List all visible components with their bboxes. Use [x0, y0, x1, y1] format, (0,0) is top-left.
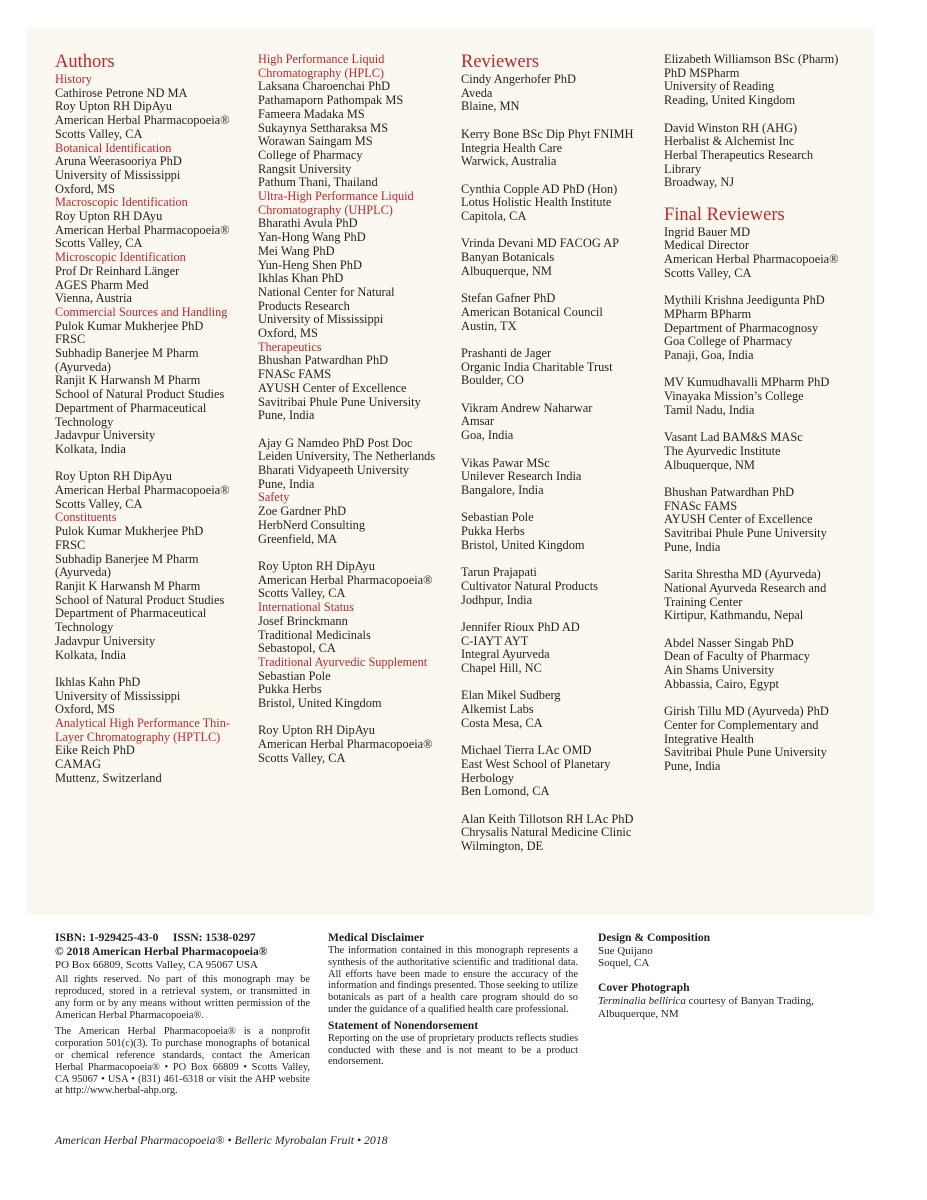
credit-entry — [258, 354, 453, 423]
credit-line: Elizabeth Williamson BSc (Pharm) — [664, 52, 839, 66]
credit-line: FRSC — [55, 332, 86, 347]
reviewer-entry — [461, 813, 656, 854]
final-reviewer-entry — [664, 376, 864, 417]
reviewer-entry — [461, 621, 656, 676]
credit-line: Oxford, MS — [258, 326, 318, 341]
credit-line: Herbalist & Alchemist Inc — [664, 134, 795, 149]
credit-line: National Center for Natural — [258, 284, 395, 299]
section-heading: Traditional Ayurvedic Supplement — [258, 654, 428, 669]
credit-line: Kirtipur, Kathmandu, Nepal — [664, 608, 804, 623]
credit-line: (Ayurveda) — [55, 359, 111, 374]
credit-line: University of Reading — [664, 79, 775, 94]
credit-line: Pathamaporn Pathompak MS — [258, 93, 404, 108]
credit-line: MPharm BPharm — [664, 306, 752, 321]
credit-line: Scotts Valley, CA — [55, 236, 143, 251]
species-name: Terminalia bellirica — [598, 995, 686, 1008]
credit-line: Yan-Hong Wang PhD — [258, 230, 366, 245]
credit-entry — [258, 505, 453, 546]
credit-line: Subhadip Banerjee M Pharm — [55, 346, 199, 361]
credit-line: Rangsit University — [258, 161, 352, 176]
credit-line: Elan Mikel Sudberg — [461, 688, 561, 703]
cover-photo-title: Cover Photograph — [598, 981, 690, 995]
credit-line: Ain Shams University — [664, 663, 775, 678]
reviewer-entry — [664, 122, 864, 191]
credit-line: Cultivator Natural Products — [461, 578, 598, 593]
credit-line: University of Mississippi — [55, 167, 181, 182]
design-line-2: Soquel, CA — [598, 957, 650, 970]
credit-line: Technology — [55, 620, 114, 635]
credit-entry — [258, 560, 453, 601]
credit-line: Mei Wang PhD — [258, 243, 335, 258]
reviewer-entry — [664, 53, 864, 108]
credit-line: Department of Pharmaceutical — [55, 400, 207, 415]
credit-line: The Ayurvedic Institute — [664, 443, 781, 458]
final-reviewer-entry — [664, 431, 864, 472]
credit-line: Tamil Nadu, India — [664, 402, 755, 417]
credit-line: Roy Upton RH DipAyu — [258, 723, 375, 738]
credit-line: FRSC — [55, 537, 86, 552]
section-heading: Constituents — [55, 510, 117, 525]
credit-line: Kolkata, India — [55, 441, 126, 456]
credit-line: Eike Reich PhD — [55, 743, 135, 758]
credit-line: Ikhlas Khan PhD — [258, 271, 344, 286]
reviewer-entry — [461, 457, 656, 498]
credit-line: National Ayurveda Research and — [664, 580, 827, 595]
credit-line: Cathirose Petrone ND MA — [55, 85, 188, 100]
credit-line: Stefan Gafner PhD — [461, 291, 556, 306]
credit-line: Pulok Kumar Mukherjee PhD — [55, 524, 204, 539]
credit-line: Bharati Vidyapeeth University — [258, 463, 410, 478]
credit-line: Aruna Weerasooriya PhD — [55, 154, 182, 169]
credit-line: Boulder, CO — [461, 373, 524, 388]
credit-line: Alkemist Labs — [461, 702, 534, 717]
credit-entry — [55, 470, 245, 511]
final-reviewer-entry — [664, 486, 864, 555]
credit-line: Lotus Holistic Health Institute — [461, 195, 612, 210]
credit-line: Austin, TX — [461, 318, 517, 333]
reviewer-entry — [461, 292, 656, 333]
section-heading: Botanical Identification — [55, 140, 172, 155]
credit-line: Tarun Prajapati — [461, 565, 537, 580]
credit-line: Roy Upton RH DipAyu — [258, 558, 375, 573]
credit-line: Ajay G Namdeo PhD Post Doc — [258, 435, 413, 450]
credit-line: Warwick, Australia — [461, 154, 557, 169]
footer-publisher-info — [55, 931, 310, 1097]
design-title: Design & Composition — [598, 931, 711, 944]
credit-line: Pulok Kumar Mukherjee PhD — [55, 318, 204, 333]
credit-line: University of Mississippi — [55, 688, 181, 703]
credit-line: Scotts Valley, CA — [258, 750, 346, 765]
credit-line: Subhadip Banerjee M Pharm — [55, 551, 199, 566]
credit-line: Muttenz, Switzerland — [55, 770, 162, 785]
credit-line: American Botanical Council — [461, 304, 603, 319]
credit-line: AYUSH Center of Excellence — [258, 380, 407, 395]
section-heading: Ultra-High Performance Liquid Chromatography (UHPLC) — [258, 189, 414, 217]
credit-line: Kolkata, India — [55, 647, 126, 662]
credit-line: Savitribai Phule Pune University — [258, 394, 421, 409]
credit-line: AGES Pharm Med — [55, 277, 149, 292]
credit-line: Integral Ayurveda — [461, 647, 550, 662]
final-reviewer-entry — [664, 226, 864, 281]
credit-line: Panaji, Goa, India — [664, 348, 754, 363]
credit-line: Vikas Pawar MSc — [461, 455, 550, 470]
credit-line: Bristol, United Kingdom — [258, 696, 382, 711]
photo-courtesy: courtesy of Banyan Trading, — [685, 995, 814, 1008]
credit-entry — [258, 80, 453, 190]
nonprofit-notice: The American Herbal Pharmacopoeia® is a nonprofit corporation 501(c)(3). To purchase monographs of botanical or chemical reference standards, contact the American Herbal Pharmacopoeia® • PO Box 66809 • Scotts Valley, CA 95067 • USA • (831) 461-6318 or visit the AHP website at http://www.herbal-ahp.org. — [55, 1026, 310, 1097]
credit-line: Oxford, MS — [55, 702, 115, 717]
credit-line: Fameera Madaka MS — [258, 106, 365, 121]
reviewers-heading: Reviewers — [461, 52, 540, 72]
credit-line: Unilever Research India — [461, 469, 582, 484]
credit-line: MV Kumudhavalli MPharm PhD — [664, 375, 830, 390]
credit-line: School of Natural Product Studies — [55, 387, 225, 402]
credit-line: Ben Lomond, CA — [461, 784, 550, 799]
isbn: ISBN: 1-929425-43-0 — [55, 931, 159, 944]
credit-line: Reading, United Kingdom — [664, 93, 796, 108]
credit-entry — [258, 670, 453, 711]
medical-disclaimer-title: Medical Disclaimer — [328, 931, 425, 944]
credit-entry — [55, 265, 245, 306]
credit-line: Pune, India — [664, 759, 721, 774]
credit-line: FNASc FAMS — [258, 367, 332, 382]
final-reviewer-entry — [664, 568, 864, 623]
credit-line: Vikram Andrew Naharwar — [461, 400, 593, 415]
credit-line: Dean of Faculty of Pharmacy — [664, 649, 810, 664]
credit-line: (Ayurveda) — [55, 565, 111, 580]
final-reviewer-entry — [664, 637, 864, 692]
credit-line: Jadavpur University — [55, 633, 156, 648]
credit-line: Blaine, MN — [461, 99, 520, 114]
credit-line: Roy Upton RH DipAyu — [55, 99, 172, 114]
credit-line: Chapel Hill, NC — [461, 661, 542, 676]
section-heading: Macroscopic Identification — [55, 195, 188, 210]
credit-line: C-IAYT AYT — [461, 633, 529, 648]
credit-line: Organic India Charitable Trust — [461, 359, 613, 374]
credit-line: Savitribai Phule Pune University — [664, 745, 827, 760]
credit-line: HerbNerd Consulting — [258, 517, 366, 532]
credit-line: Prashanti de Jager — [461, 345, 552, 360]
reviewer-entry — [461, 347, 656, 388]
credit-line: Department of Pharmacognosy — [664, 320, 819, 335]
credit-line: Medical Director — [664, 238, 749, 253]
reviewer-entry — [461, 73, 656, 114]
credit-line: Ingrid Bauer MD — [664, 224, 751, 239]
credit-line: American Herbal Pharmacopoeia® — [258, 737, 433, 752]
reviewer-entry — [461, 183, 656, 224]
credit-line: Chrysalis Natural Medicine Clinic — [461, 825, 632, 840]
reviewer-entry — [461, 402, 656, 443]
credit-line: Scotts Valley, CA — [664, 265, 752, 280]
credit-line: Leiden University, The Netherlands — [258, 449, 436, 464]
reviewers-column — [461, 51, 656, 868]
credit-line: American Herbal Pharmacopoeia® — [55, 483, 230, 498]
credit-line: FNASc FAMS — [664, 498, 738, 513]
credit-line: Capitola, CA — [461, 209, 527, 223]
final-reviewer-entry — [664, 705, 864, 774]
credit-line: Banyan Botanicals — [461, 250, 555, 265]
credit-line: Zoe Gardner PhD — [258, 504, 347, 519]
credit-line: American Herbal Pharmacopoeia® — [664, 252, 839, 267]
credit-line: Products Research — [258, 298, 350, 313]
credit-line: Pune, India — [258, 408, 315, 423]
credit-line: Abbassia, Cairo, Egypt — [664, 676, 779, 691]
credit-line: Scotts Valley, CA — [55, 126, 143, 141]
credit-line: Broadway, NJ — [664, 175, 735, 190]
credit-line: Bharathi Avula PhD — [258, 216, 358, 231]
medical-disclaimer-text: The information contained in this monograph represents a synthesis of the authoritative scientific and traditional data. All efforts have been made to ensure the accuracy of the information and findings presented. Those seeking to utilize botanicals as part of a health care program should do so under the guidance of a qualified health care professional. — [328, 945, 578, 1015]
section-heading: International Status — [258, 600, 354, 615]
cover-photo-credit — [598, 995, 848, 1007]
credit-line: Pukka Herbs — [461, 524, 525, 539]
credit-entry — [55, 155, 245, 196]
credit-line: Aveda — [461, 85, 493, 100]
credit-line: Bristol, United Kingdom — [461, 537, 585, 552]
credit-line: Technology — [55, 414, 114, 429]
credit-line: Albuquerque, NM — [461, 263, 552, 278]
credit-line: Scotts Valley, CA — [258, 586, 346, 601]
authors-column-1 — [55, 51, 245, 786]
credit-entry — [55, 525, 245, 662]
section-heading: Microscopic Identification — [55, 250, 186, 265]
reviewer-entry — [461, 237, 656, 278]
credit-line: Alan Keith Tillotson RH LAc PhD — [461, 811, 634, 826]
reviewer-entry — [461, 511, 656, 552]
credit-line: Girish Tillu MD (Ayurveda) PhD — [664, 704, 829, 719]
copyright-line: © 2018 American Herbal Pharmacopoeia® — [55, 945, 268, 958]
credit-line: Sarita Shrestha MD (Ayurveda) — [664, 567, 821, 582]
section-heading: Therapeutics — [258, 339, 322, 354]
credit-line: Bhushan Patwardhan PhD — [664, 485, 795, 499]
credit-line: Pune, India — [258, 476, 315, 491]
credit-line: Vrinda Devani MD FACOG AP — [461, 236, 620, 251]
credit-line: Bangalore, India — [461, 482, 544, 497]
footer-credits — [598, 931, 848, 1020]
credit-line: Pune, India — [664, 539, 721, 554]
credit-line: Sebastopol, CA — [258, 641, 336, 656]
credit-line: Josef Brinckmann — [258, 613, 348, 628]
credit-line: Integria Health Care — [461, 140, 563, 155]
credit-line: Savitribai Phule Pune University — [664, 526, 827, 541]
final-reviewers-heading: Final Reviewers — [664, 204, 785, 225]
credit-line: Integrative Health — [664, 731, 754, 746]
cover-photo-location: Albuquerque, NM — [598, 1007, 679, 1020]
credit-entry — [258, 217, 453, 340]
credit-line: American Herbal Pharmacopoeia® — [55, 113, 230, 128]
credit-line: Library — [664, 161, 702, 176]
credit-line: Wilmington, DE — [461, 839, 544, 854]
credit-line: American Herbal Pharmacopoeia® — [55, 222, 230, 237]
credit-line: Roy Upton RH DAyu — [55, 209, 163, 224]
footer-disclaimers — [328, 931, 578, 1068]
credit-line: Jodhpur, India — [461, 592, 533, 607]
isbn-issn-line — [55, 931, 310, 945]
credit-line: Jadavpur University — [55, 428, 156, 443]
reviewer-entry — [461, 744, 656, 799]
rights-notice: All rights reserved. No part of this monograph may be reproduced, stored in a retrieval system, or transmitted in any form or by any means without written permission of the American Herbal Pharmacopoeia®. — [55, 974, 310, 1021]
credit-line: Cindy Angerhofer PhD — [461, 72, 576, 86]
credit-line: Laksana Charoenchai PhD — [258, 79, 391, 94]
credit-line: Training Center — [664, 594, 743, 609]
final-reviewer-entry — [664, 294, 864, 363]
credit-line: University of Mississippi — [258, 312, 384, 327]
credit-line: Mythili Krishna Jeedigunta PhD — [664, 293, 825, 308]
credit-line: Amsar — [461, 414, 495, 429]
credit-line: American Herbal Pharmacopoeia® — [258, 572, 433, 587]
authors-column-2 — [258, 53, 453, 766]
running-footer: American Herbal Pharmacopoeia® • Belleric Myrobalan Fruit • 2018 — [55, 1133, 388, 1147]
credit-line: College of Pharmacy — [258, 147, 363, 162]
section-heading: Safety — [258, 490, 290, 505]
credit-line: PhD MSPharm — [664, 65, 740, 80]
credit-line: Goa, India — [461, 428, 514, 443]
credit-line: Ikhlas Kahn PhD — [55, 674, 141, 689]
credit-entry — [55, 676, 245, 717]
section-heading: Analytical High Performance Thin-Layer Chromatography (HPTLC) — [55, 716, 230, 744]
credit-line: Pukka Herbs — [258, 682, 322, 697]
credit-entry — [55, 87, 245, 142]
reviewer-entry — [461, 128, 656, 169]
issn: ISSN: 1538-0297 — [172, 931, 256, 944]
credit-line: Pathum Thani, Thailand — [258, 175, 378, 190]
credit-line: Prof Dr Reinhard Länger — [55, 263, 180, 278]
credit-line: Abdel Nasser Singab PhD — [664, 635, 794, 650]
credit-line: Worawan Saingam MS — [258, 134, 373, 149]
credit-entry — [55, 320, 245, 457]
credit-line: Traditional Medicinals — [258, 627, 371, 642]
credit-line: Ranjit K Harwansh M Pharm — [55, 373, 201, 388]
credit-line: Sebastian Pole — [461, 510, 534, 525]
final-reviewers-column — [664, 53, 864, 787]
section-heading: Commercial Sources and Handling — [55, 304, 228, 319]
nonendorsement-text: Reporting on the use of proprietary products reflects studies conducted with these and is not meant to be a product endorsement. — [328, 1032, 578, 1068]
credit-line: Cynthia Copple AD PhD (Hon) — [461, 181, 618, 196]
credit-line: Greenfield, MA — [258, 531, 338, 546]
credit-line: Herbology — [461, 770, 514, 785]
credit-line: Michael Tierra LAc OMD — [461, 743, 592, 758]
credit-entry — [258, 724, 453, 765]
credit-entry — [55, 744, 245, 785]
authors-heading: Authors — [55, 52, 115, 72]
credit-line: Sebastian Pole — [258, 668, 331, 683]
credit-line: Scotts Valley, CA — [55, 496, 143, 511]
credit-line: Costa Mesa, CA — [461, 715, 543, 730]
credit-line: CAMAG — [55, 757, 102, 772]
nonendorsement-title: Statement of Nonendorsement — [328, 1018, 479, 1032]
credit-entry — [55, 210, 245, 251]
reviewer-entry — [461, 689, 656, 730]
credit-line: Bhushan Patwardhan PhD — [258, 353, 389, 368]
reviewer-entry — [461, 566, 656, 607]
credit-line: Yun-Heng Shen PhD — [258, 257, 362, 272]
credit-line: Jennifer Rioux PhD AD — [461, 619, 580, 634]
credit-line: East West School of Planetary — [461, 756, 611, 771]
design-line-1: Sue Quijano — [598, 945, 653, 957]
credit-line: Oxford, MS — [55, 181, 115, 196]
credit-line: Vinayaka Mission’s College — [664, 389, 804, 404]
publisher-address: PO Box 66809, Scotts Valley, CA 95067 USA — [55, 959, 258, 971]
credit-line: Vasant Lad BAM&S MASc — [664, 430, 803, 445]
section-heading: High Performance Liquid Chromatography (HPLC) — [258, 52, 385, 80]
credit-entry — [258, 437, 453, 492]
credit-line: AYUSH Center of Excellence — [664, 512, 813, 527]
credit-line: Vienna, Austria — [55, 291, 133, 306]
credit-line: Herbal Therapeutics Research — [664, 147, 814, 162]
credit-line: Albuquerque, NM — [664, 457, 755, 472]
section-heading: History — [55, 72, 92, 86]
credit-line: Ranjit K Harwansh M Pharm — [55, 579, 201, 593]
credit-line: David Winston RH (AHG) — [664, 120, 798, 135]
credit-entry — [258, 615, 453, 656]
credit-line: Center for Complementary and — [664, 717, 819, 732]
credit-line: Roy Upton RH DipAyu — [55, 469, 172, 484]
credit-line: Department of Pharmaceutical — [55, 606, 207, 621]
credit-line: Sukaynya Settharaksa MS — [258, 120, 389, 135]
credit-line: Goa College of Pharmacy — [664, 334, 793, 349]
credit-line: School of Natural Product Studies — [55, 592, 225, 607]
credit-line: Kerry Bone BSc Dip Phyt FNIMH — [461, 126, 634, 141]
